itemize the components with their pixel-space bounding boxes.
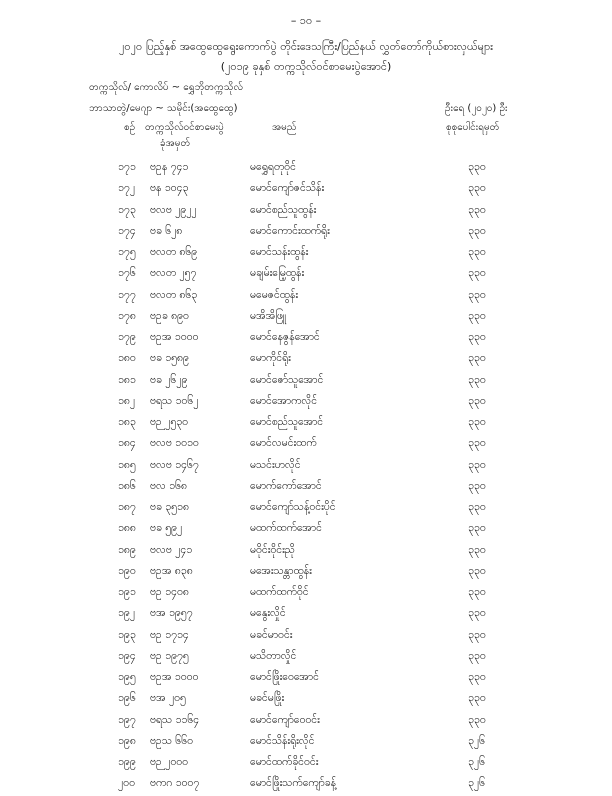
row-score: ၃၃၀ xyxy=(468,501,486,513)
table-row xyxy=(0,647,612,668)
row-sr: ၁၈၃ xyxy=(118,416,136,428)
table-row xyxy=(0,201,612,222)
row-sr: ၁၉၉ xyxy=(118,756,136,768)
table-row xyxy=(0,498,612,519)
row-seat-number: ဗခ ၃၅၁၈ xyxy=(150,501,189,513)
row-seat-number: ဗလဗ ၁၀၁၀ xyxy=(150,437,199,450)
row-seat-number: ဗဥ ၁၇၁၄ xyxy=(150,628,189,641)
table-row xyxy=(0,541,612,562)
table-row xyxy=(0,626,612,647)
table-row xyxy=(0,286,612,307)
row-seat-number: ဗဥ ၁၄၀၈ xyxy=(150,586,189,598)
row-name: မအေးသန္တာထွန်း xyxy=(250,564,312,577)
row-name: မရွှေရတုဝိုင် xyxy=(250,161,296,173)
row-sr: ၁၇၈ xyxy=(118,309,136,322)
row-seat-number: ဗလတ ၂၅၇ xyxy=(150,267,197,280)
row-seat-number: ဗကဂ ၁၀၀၇ xyxy=(150,777,200,790)
row-name: မောင်သန်းထွန်း xyxy=(250,246,309,258)
row-seat-number: ဗလဗ ၂၄၁ xyxy=(150,543,193,556)
row-score: ၃၃၀ xyxy=(468,267,486,280)
row-score: ၃၃၀ xyxy=(468,649,486,662)
row-seat-number: ဗန ၁၀၄၃ xyxy=(150,182,189,195)
row-seat-number: ဗလဗ ၂၉၂၂ xyxy=(150,203,197,216)
row-sr: ၁၈၅ xyxy=(118,458,136,471)
row-score: ၃၃၀ xyxy=(468,373,486,386)
table-row xyxy=(0,349,612,370)
row-name: မထက်ထက်ဝိုင် xyxy=(250,586,309,598)
table-row xyxy=(0,604,612,625)
row-score: ၃၃၀ xyxy=(468,607,486,620)
row-seat-number: ဗခ ၁၅၈၉ xyxy=(150,352,189,365)
table-row xyxy=(0,179,612,200)
row-seat-number: ဗဥခ ၈၉၀ xyxy=(150,309,189,322)
table-row xyxy=(0,371,612,392)
row-name: မောက်ကော်အောင် xyxy=(250,479,322,492)
page-number: – ၁၀ – xyxy=(290,14,322,27)
row-sr: ၁၈၂ xyxy=(118,394,136,407)
row-score: ၃၃၀ xyxy=(468,416,486,428)
row-name: မမေဇင်ထွန်း xyxy=(250,288,299,301)
row-seat-number: ဗရသ ၁၀၆၂ xyxy=(150,394,199,407)
row-score: ၃၂၆ xyxy=(468,734,485,747)
row-name: မဝိုင်းဝိုင်းညို xyxy=(250,543,295,556)
row-score: ၃၃၀ xyxy=(468,458,486,471)
row-name: မောကိုင်ရိုး xyxy=(250,352,291,365)
row-seat-number: ဗဉ ၂၅၃၀ xyxy=(150,416,189,428)
row-score: ၃၃၀ xyxy=(468,543,486,556)
row-score: ၃၃၀ xyxy=(468,288,486,301)
row-seat-number: ဗခ ၂၆၂၉ xyxy=(150,373,188,386)
row-score: ၃၃၀ xyxy=(468,713,486,726)
row-score: ၃၃၀ xyxy=(468,182,486,195)
table-row xyxy=(0,307,612,328)
subject-line: ဘာသာတွဲ/မေဂျာ ~ သမိုင်း(အထွေထွေ) xyxy=(89,103,238,114)
row-sr: ၁၈၆ xyxy=(118,479,136,492)
row-sr: ၁၈၉ xyxy=(118,543,136,556)
row-score: ၃၃၀ xyxy=(468,564,486,577)
table-row xyxy=(0,562,612,583)
row-sr: ၁၈၁ xyxy=(118,373,136,386)
row-sr: ၁၉၈ xyxy=(118,734,136,747)
table-row xyxy=(0,711,612,732)
header-seat-sub: ခုံအမှတ် xyxy=(160,138,191,149)
table-row xyxy=(0,456,612,477)
header-sr: စဉ် xyxy=(124,122,136,133)
row-sr: ၁၇၅ xyxy=(118,246,136,258)
row-seat-number: ဗဥသ ၆၆၀ xyxy=(150,734,194,747)
document-subtitle: (၂၀၁၉ ခုနှစ် တက္ကသိုလ်ဝင်စာမေးပွဲအောင်) xyxy=(220,60,392,73)
row-seat-number: ဗဥအ ၈၃၈ xyxy=(150,564,193,577)
table-row xyxy=(0,243,612,264)
row-seat-number: ဗခ ၆၂၈ xyxy=(150,224,183,237)
row-score: ၃၃၀ xyxy=(468,309,486,322)
header-name: အမည် xyxy=(272,122,297,133)
row-score: ၃၂၆ xyxy=(468,777,485,790)
row-seat-number: ဗဥန ၇၄၁ xyxy=(150,161,189,173)
row-sr: ၁၉၇ xyxy=(118,713,136,726)
row-seat-number: ဗဥအ ၁၀၀၀ xyxy=(150,671,199,683)
row-sr: ၁၇၁ xyxy=(118,161,136,173)
row-sr: ၁၉၆ xyxy=(118,692,136,705)
row-name: မောင်ကျော်ဝေဝင်း xyxy=(250,713,320,726)
count-line: ဦးရေ (၂၀၂၀) ဦး xyxy=(445,103,508,114)
university-line: တက္ကသိုလ်/ ကောလိပ် ~ ရွှေဘိုတက္ကသိုလ် xyxy=(89,82,243,93)
row-name: မောင်ကောင်းထက်ရိုး xyxy=(250,224,330,237)
table-row xyxy=(0,732,612,753)
row-sr: ၁၇၇ xyxy=(118,288,136,301)
row-name: မောင်ကျော်ဇင်သိန်း xyxy=(250,182,325,195)
document-title: ၂၀၂၀ ပြည့်နှစ် အထွေထွေရွေးကောက်ပွဲ တိုင်းဒေသကြီး/ပြည်နယ် လွှတ်တော်ကိုယ်စားလှယ်များ xyxy=(119,40,493,53)
header-seat: တက္ကသိုလ်ဝင်စာမေးပွဲ xyxy=(145,122,224,133)
row-sr: ၁၉၁ xyxy=(118,586,136,598)
row-sr: ၁၉၅ xyxy=(118,671,136,683)
row-seat-number: ဗဉ ၂၀၀၀ xyxy=(150,756,189,768)
row-name: မထက်ထက်အောင် xyxy=(250,522,322,535)
row-sr: ၁၇၆ xyxy=(118,267,136,280)
row-score: ၃၃၀ xyxy=(468,246,486,258)
row-score: ၃၃၀ xyxy=(468,522,486,535)
row-score: ၃၂၆ xyxy=(468,756,485,768)
row-sr: ၁၈၈ xyxy=(118,522,136,535)
row-score: ၃၃၀ xyxy=(468,671,486,683)
table-row xyxy=(0,222,612,243)
row-score: ၃၃၀ xyxy=(468,203,486,216)
table-row xyxy=(0,774,612,795)
row-sr: ၁၉၀ xyxy=(118,564,136,577)
row-sr: ၁၈၀ xyxy=(118,352,136,365)
table-row xyxy=(0,434,612,455)
row-name: မောင်အောကလိုင် xyxy=(250,394,318,407)
row-name: မောင်သိန်းရိုးလိုင် xyxy=(250,734,315,747)
row-seat-number: ဗဥအ ၁၀၀၀ xyxy=(150,331,199,343)
row-name: မောင်စည်သူအောင် xyxy=(250,416,324,428)
row-sr: ၁၇၂ xyxy=(118,182,135,195)
row-name: မသင်းဟလိုင် xyxy=(250,458,301,471)
results-list xyxy=(0,158,612,796)
row-seat-number: ဗဥ ၁၉၇၅ xyxy=(150,649,189,662)
row-name: မနွေးလှိုင် xyxy=(250,607,286,620)
table-row xyxy=(0,264,612,285)
row-name: မောင်ဖြိုးဝေအောင် xyxy=(250,671,319,683)
row-name: မောင်စည်သူထွန်း xyxy=(250,203,317,216)
table-row xyxy=(0,413,612,434)
row-score: ၃၃၀ xyxy=(468,394,486,407)
table-row xyxy=(0,583,612,604)
row-score: ၃၃၀ xyxy=(468,586,486,598)
row-name: မောင်ဇော်သူအောင် xyxy=(250,373,324,386)
row-score: ၃၃၀ xyxy=(468,479,486,492)
row-seat-number: ဗလဗ ၁၄၆၇ xyxy=(150,458,199,471)
row-sr: ၁၉၂ xyxy=(118,607,135,620)
table-row xyxy=(0,689,612,710)
row-name: မောင်ထက်ခိုင်ဝင်း xyxy=(250,756,319,768)
row-seat-number: ဗအ ၂၀၅ xyxy=(150,692,186,705)
table-row xyxy=(0,477,612,498)
row-name: မောင်နေဇွန်အောင် xyxy=(250,331,320,343)
row-score: ၃၃၀ xyxy=(468,352,486,365)
row-score: ၃၃၀ xyxy=(468,628,486,641)
table-row xyxy=(0,519,612,540)
row-sr: ၁၇၉ xyxy=(118,331,136,343)
row-seat-number: ဗလ ၁၆၈ xyxy=(150,479,187,492)
row-seat-number: ဗလတ ၈၆၃ xyxy=(150,288,198,301)
row-sr: ၁၇၃ xyxy=(118,203,136,216)
row-score: ၃၃၀ xyxy=(468,161,486,173)
row-name: မအိအိဖြူ xyxy=(250,309,287,322)
row-score: ၃၃၀ xyxy=(468,692,486,705)
row-name: မသိတာလှိုင် xyxy=(250,649,297,662)
header-index: စုစုပေါင်းရမှတ် xyxy=(446,122,500,133)
row-seat-number: ဗခ ၅၉၂ xyxy=(150,522,183,535)
row-name: မောင်ကျော်သန့်ဝင်းပိုင် xyxy=(250,501,336,513)
row-sr: ၁၇၄ xyxy=(118,224,136,237)
row-sr: ၁၈၇ xyxy=(118,501,136,513)
table-row xyxy=(0,753,612,774)
table-row xyxy=(0,668,612,689)
row-score: ၃၃၀ xyxy=(468,437,486,450)
row-name: မခင်မဖြိုး xyxy=(250,692,285,705)
row-score: ၃၃၀ xyxy=(468,224,486,237)
row-name: မောင်လမင်းထက် xyxy=(250,437,317,450)
row-sr: ၂၀၀ xyxy=(118,777,135,790)
row-name: မချမ်းမြေ့ထွန်း xyxy=(250,267,305,280)
row-sr: ၁၉၃ xyxy=(118,628,136,641)
row-seat-number: ဗရသ ၁၁၆၄ xyxy=(150,713,200,726)
row-name: မောင်ဖြိုးသက်ကျော်ခန့် xyxy=(250,777,336,790)
row-sr: ၁၉၄ xyxy=(118,649,136,662)
row-score: ၃၃၀ xyxy=(468,331,486,343)
row-seat-number: ဗအ ၁၉၅၇ xyxy=(150,607,193,620)
table-row xyxy=(0,328,612,349)
row-name: မခင်မာဝင်း xyxy=(250,628,293,641)
row-seat-number: ဗလတ ၈၆၉ xyxy=(150,246,198,258)
table-row xyxy=(0,392,612,413)
row-sr: ၁၈၄ xyxy=(118,437,136,450)
table-row xyxy=(0,158,612,179)
